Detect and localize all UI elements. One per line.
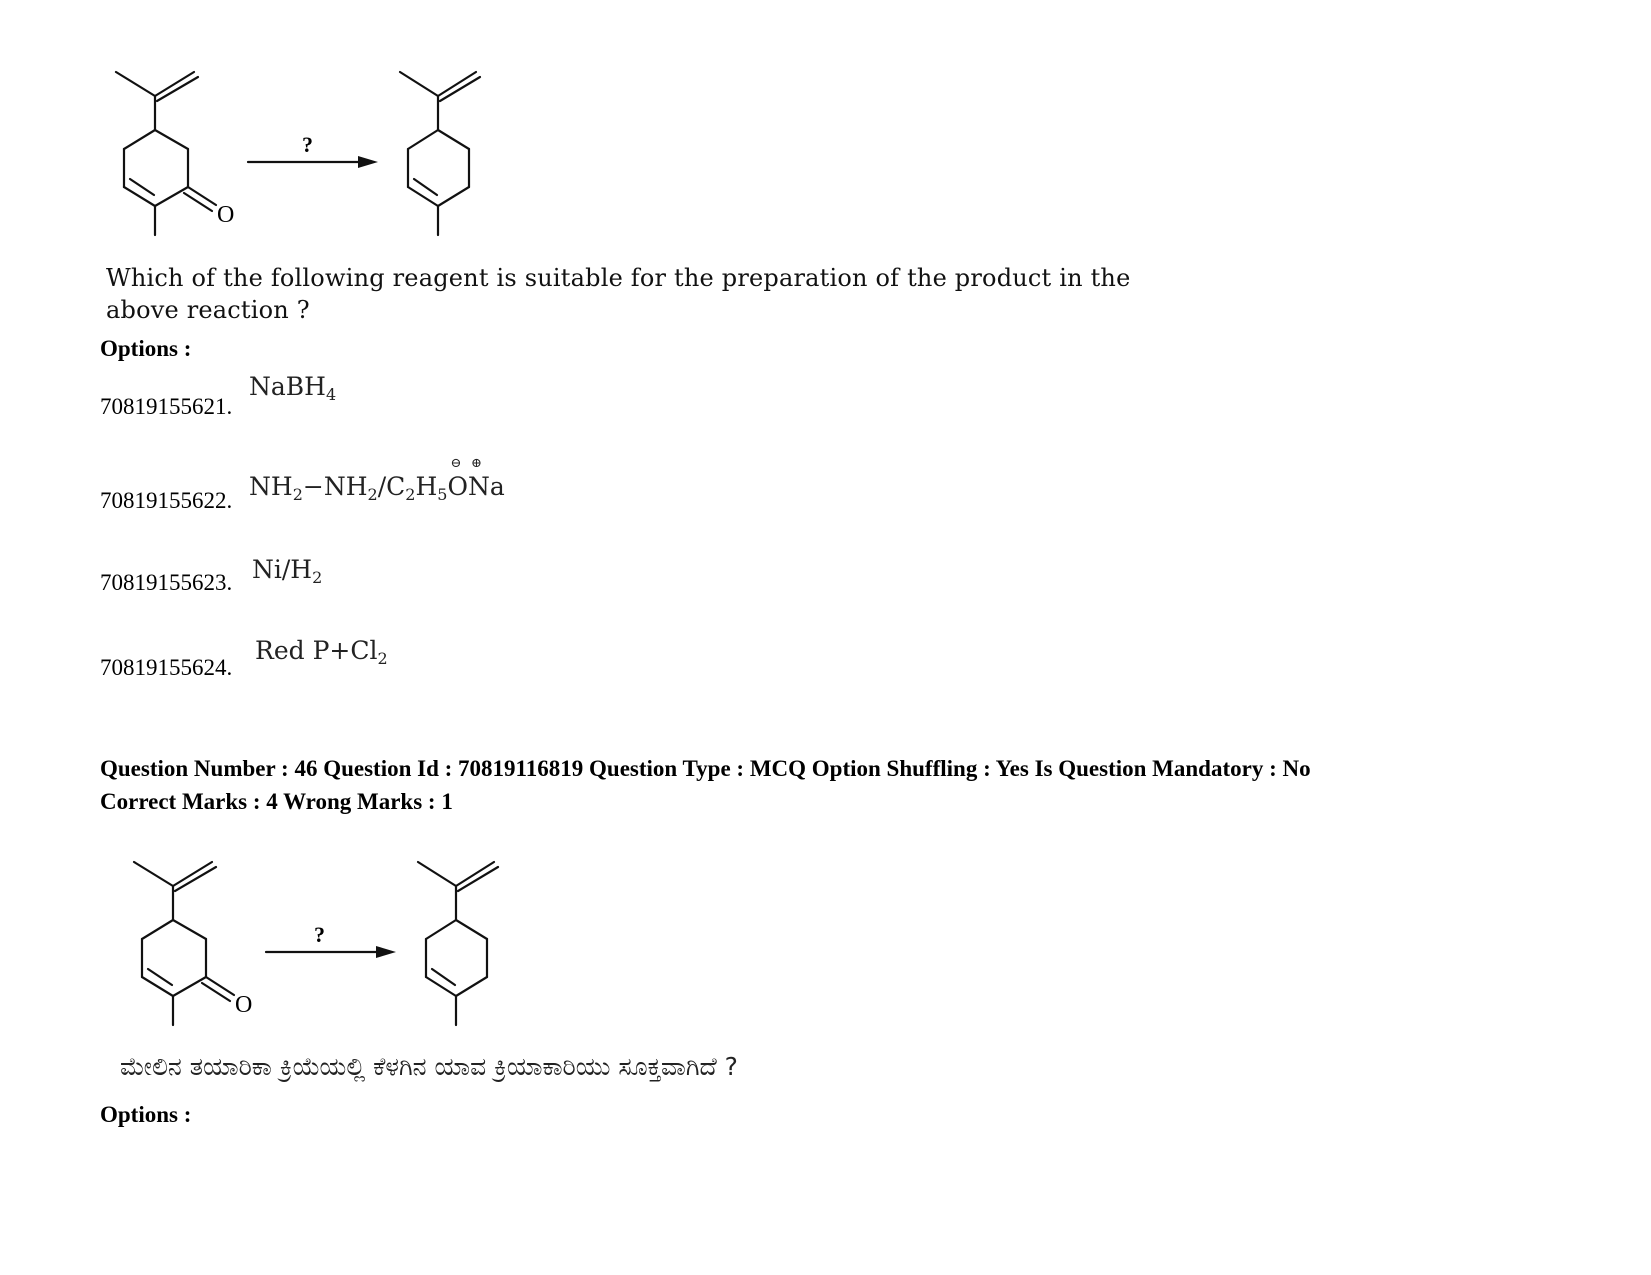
question-2-meta-line-1: Question Number : 46 Question Id : 70819116819 Question Type : MCQ Option Shuffling : Yes Is Question Mandatory : No (100, 756, 1311, 781)
option-1-value[interactable]: NaBH$_4$ (249, 372, 337, 404)
option-1-id: 70819155621. (100, 394, 233, 419)
question-2-options-title: Options : (100, 1102, 192, 1127)
option-3-value[interactable]: $Ni/H_2$ (252, 555, 323, 587)
scheme-2-oxygen-label: O (235, 992, 253, 1018)
reaction-scheme-1 (100, 55, 520, 255)
option-3-id: 70819155623. (100, 570, 233, 595)
option-2-value[interactable]: $NH_2-NH_2/C_2H_5O$ ⊖ Na ⊕ (249, 456, 505, 504)
scheme-1-oxygen-label: O (217, 202, 235, 228)
option-2-id: 70819155622. (100, 488, 233, 513)
question-2-text-kannada: ಮೇಲಿನ ತಯಾರಿಕಾ ಕ್ರಿಯೆಯಲ್ಲಿ ಕೆಳಗಿನ ಯಾವ ಕ್ರಿಯಾಕಾರಿಯು ಸೂಕ್ತವಾಗಿದೆ ? (120, 1052, 738, 1081)
question-1-options-title: Options : (100, 336, 192, 361)
question-1-text: Which of the following reagent is suitable for the preparation of the product in the above reaction ? (106, 264, 1131, 324)
reaction-scheme-2 (118, 845, 538, 1045)
scheme-2-arrow-label: ? (314, 922, 325, 947)
option-4-id: 70819155624. (100, 655, 233, 680)
option-4-value[interactable]: Red $P+Cl_2$ (255, 636, 388, 668)
scheme-1-arrow-label: ? (302, 132, 313, 157)
question-2-meta-line-2: Correct Marks : 4 Wrong Marks : 1 (100, 789, 453, 814)
